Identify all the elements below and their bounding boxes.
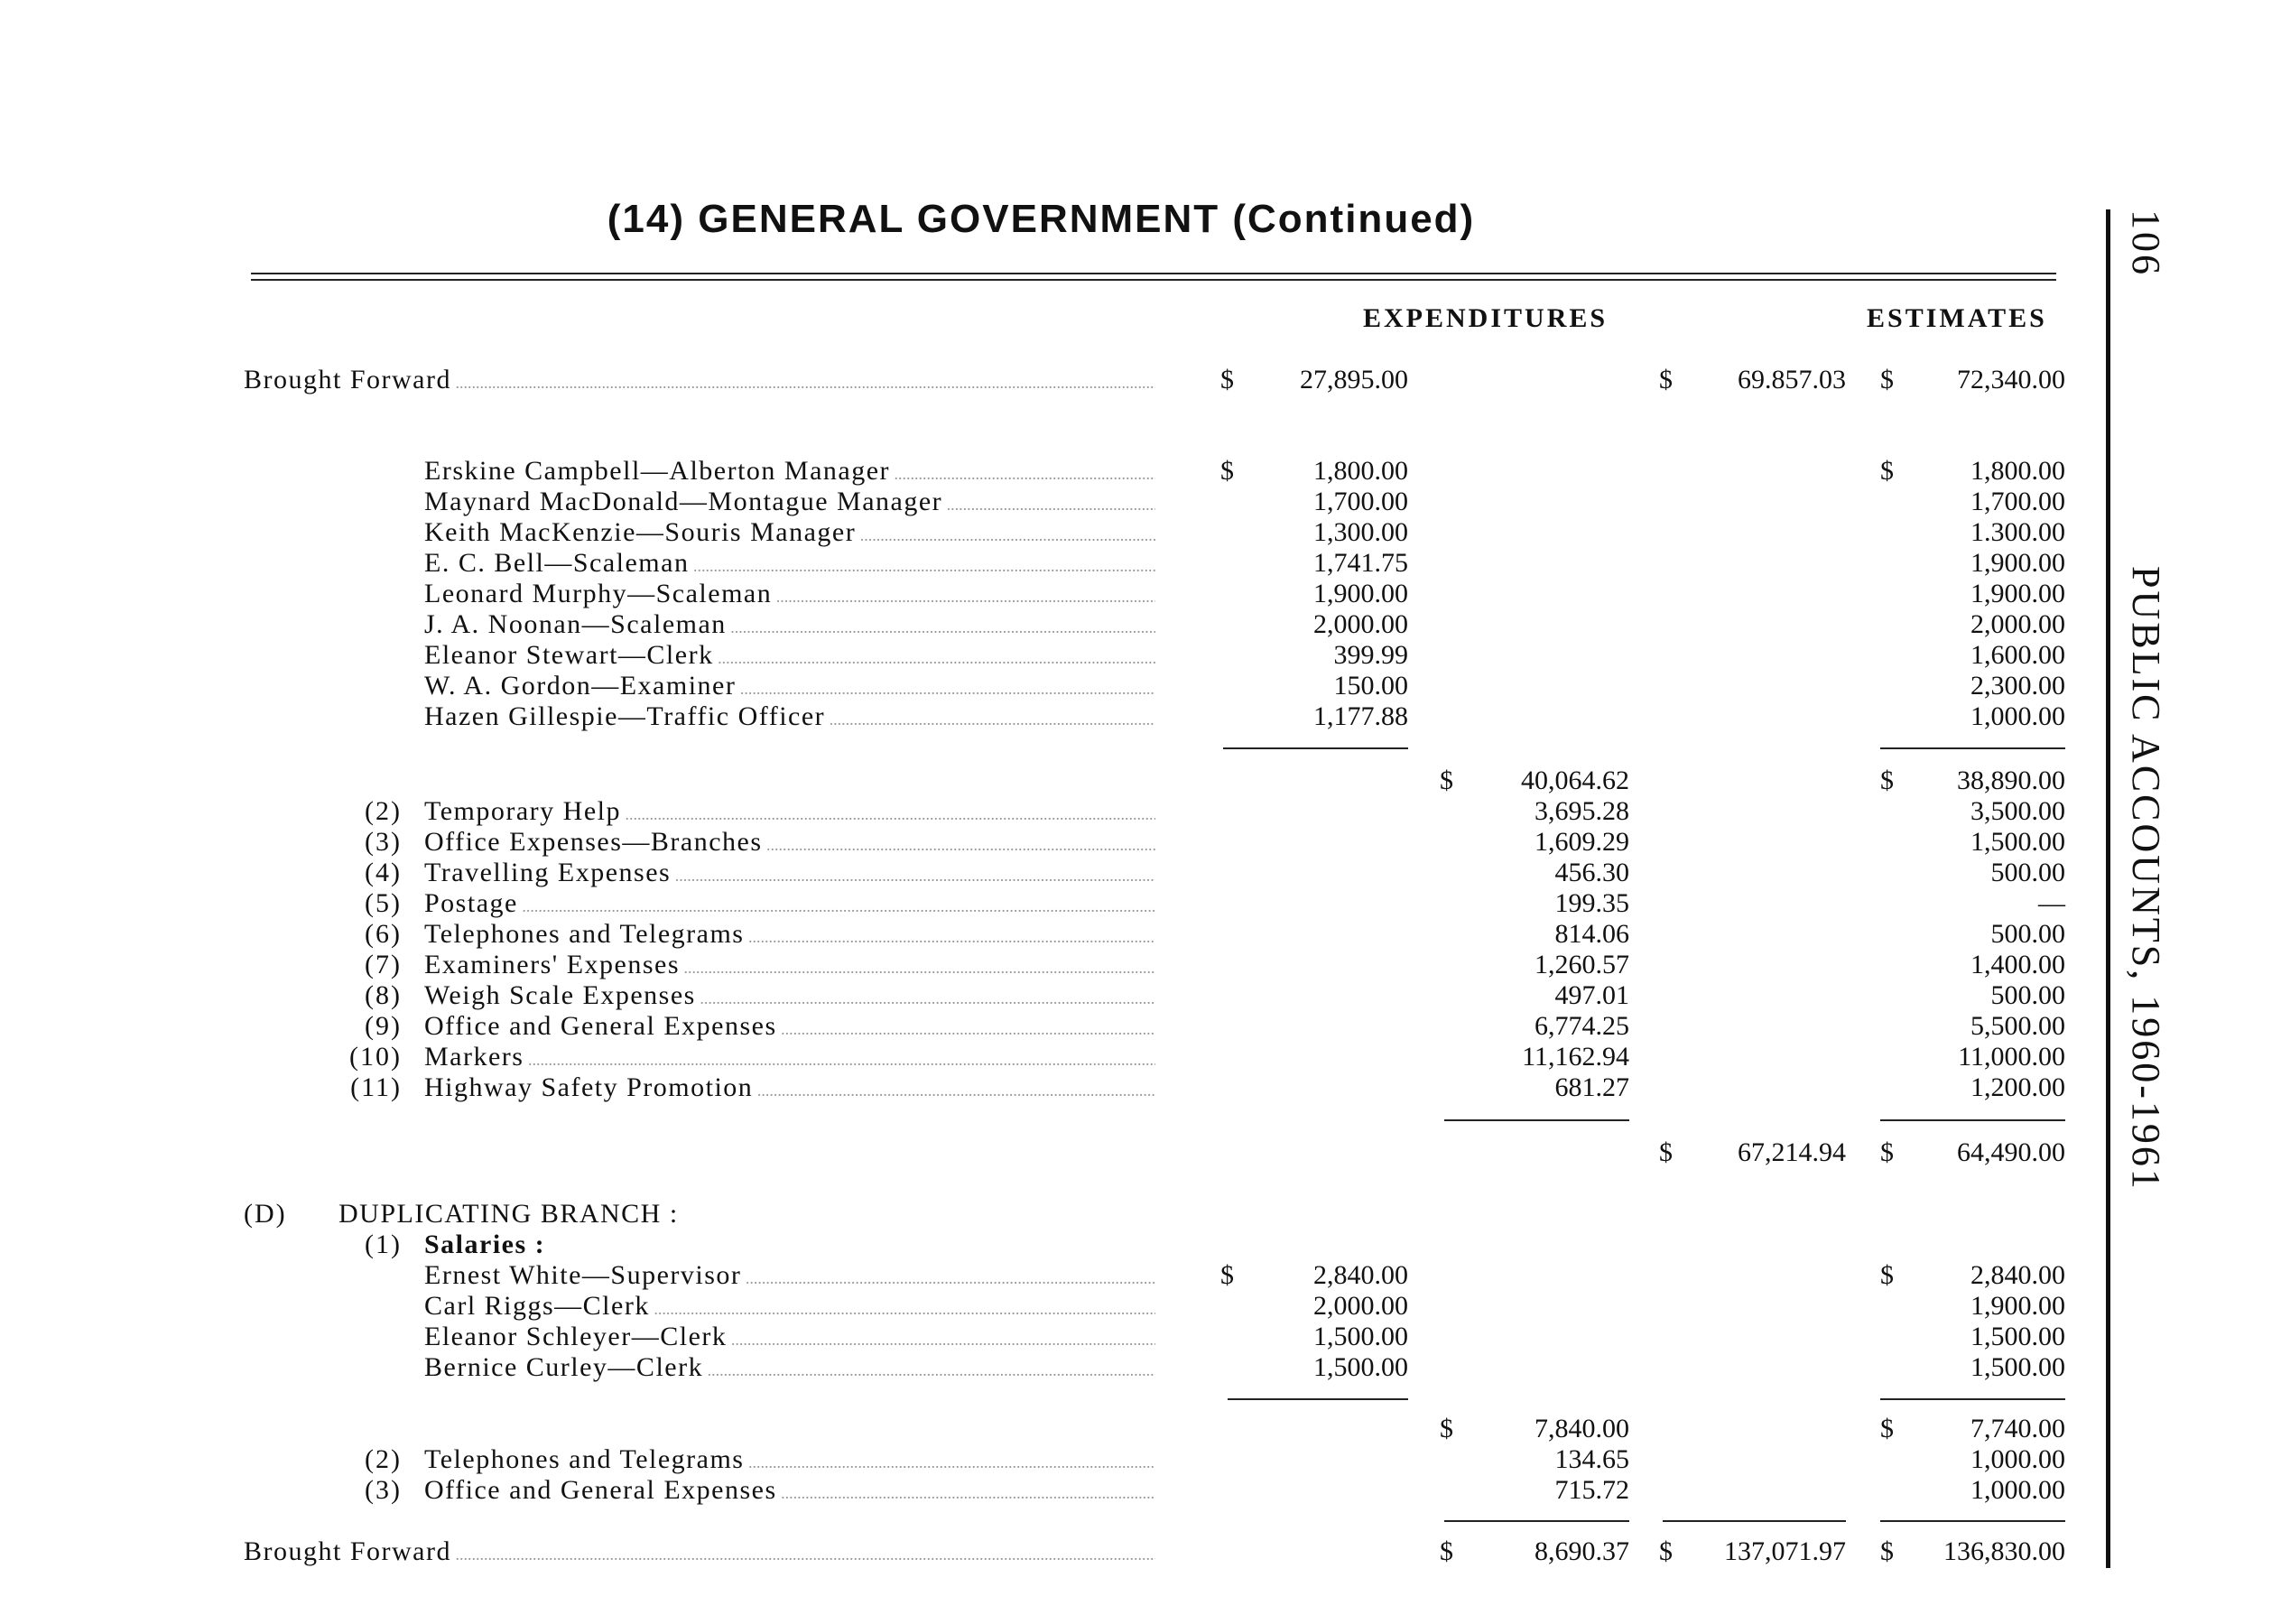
expenditure-amount: 11,162.94 bbox=[1522, 1042, 1629, 1072]
row-label: Postage ..... bbox=[424, 888, 1155, 922]
expenditure-detail: 2,000.00 bbox=[1313, 1291, 1408, 1321]
estimate-amount: 500.00 bbox=[1990, 858, 2065, 887]
expenditure-subtotal: 8,690.37 bbox=[1535, 1536, 1629, 1566]
table-row bbox=[0, 1137, 2085, 1168]
item-number: (6) bbox=[365, 919, 402, 949]
estimate-amount: 2,840.00 bbox=[1970, 1260, 2065, 1290]
dollar-sign: $ bbox=[1880, 456, 1894, 486]
expenditure-detail: 2,840.00 bbox=[1313, 1260, 1408, 1290]
table-row bbox=[0, 827, 2085, 858]
section-letter: (D) bbox=[244, 1199, 287, 1229]
table-row bbox=[0, 1291, 2085, 1322]
dollar-sign: $ bbox=[1659, 1536, 1673, 1566]
item-number: (4) bbox=[365, 858, 402, 887]
item-number: (10) bbox=[349, 1042, 402, 1072]
expenditure-subtotal: 7,840.00 bbox=[1535, 1414, 1629, 1443]
expenditure-detail: 1,800.00 bbox=[1313, 456, 1408, 486]
estimate-amount: 2,300.00 bbox=[1970, 671, 2065, 701]
subtotal-underline bbox=[1663, 1520, 1846, 1522]
row-label: Brought Forward ..... bbox=[244, 1536, 1155, 1570]
dollar-sign: $ bbox=[1220, 365, 1234, 394]
row-label: Highway Safety Promotion ..... bbox=[424, 1072, 1155, 1106]
item-number: (11) bbox=[350, 1072, 402, 1102]
expenditure-amount: 497.01 bbox=[1554, 980, 1629, 1010]
row-label: Carl Riggs—Clerk ..... bbox=[424, 1291, 1155, 1324]
row-label: W. A. Gordon—Examiner ..... bbox=[424, 671, 1155, 704]
subtotal-underline bbox=[1880, 1398, 2065, 1400]
dollar-sign: $ bbox=[1659, 1137, 1673, 1167]
margin-rule bbox=[2106, 209, 2110, 1568]
item-number: (9) bbox=[365, 1011, 402, 1041]
item-number: (2) bbox=[365, 1444, 402, 1474]
expenditure-amount: 3,695.28 bbox=[1535, 796, 1629, 826]
item-number: (3) bbox=[365, 827, 402, 857]
row-label: Keith MacKenzie—Souris Manager ..... bbox=[424, 517, 1155, 551]
expenditure-total: 67,214.94 bbox=[1738, 1137, 1846, 1167]
estimate-amount: 5,500.00 bbox=[1970, 1011, 2065, 1041]
expenditure-amount: 681.27 bbox=[1554, 1072, 1629, 1102]
subtotal-underline bbox=[1880, 1119, 2065, 1121]
subtotal-underline bbox=[1444, 1119, 1629, 1121]
estimate-amount: 38,890.00 bbox=[1957, 766, 2065, 795]
expenditure-amount: 814.06 bbox=[1554, 919, 1629, 949]
row-label: Weigh Scale Expenses ..... bbox=[424, 980, 1155, 1014]
row-label: Telephones and Telegrams ..... bbox=[424, 1444, 1155, 1478]
title-rule-bottom bbox=[251, 279, 2056, 281]
table-row bbox=[0, 579, 2085, 609]
row-label: Office Expenses—Branches ..... bbox=[424, 827, 1155, 860]
table-row bbox=[0, 1011, 2085, 1042]
expenditure-detail: 399.99 bbox=[1333, 640, 1408, 670]
dollar-sign: $ bbox=[1220, 456, 1234, 486]
table-row bbox=[0, 980, 2085, 1011]
table-row bbox=[0, 888, 2085, 919]
page-number: 106 bbox=[2124, 209, 2168, 277]
estimate-amount: 64,490.00 bbox=[1957, 1137, 2065, 1167]
table-row bbox=[0, 609, 2085, 640]
expenditure-amount: 1,260.57 bbox=[1535, 950, 1629, 979]
estimate-amount: 1,900.00 bbox=[1970, 548, 2065, 578]
table-row bbox=[0, 1536, 2085, 1567]
item-number: (2) bbox=[365, 796, 402, 826]
expenditure-detail: 150.00 bbox=[1333, 671, 1408, 701]
expenditure-amount: 715.72 bbox=[1554, 1475, 1629, 1505]
estimate-amount: 1,900.00 bbox=[1970, 579, 2065, 608]
table-row bbox=[0, 919, 2085, 950]
estimate-amount: 136,830.00 bbox=[1943, 1536, 2065, 1566]
running-head-sidebar bbox=[2123, 209, 2177, 1239]
estimate-amount: 1.300.00 bbox=[1970, 517, 2065, 547]
running-head: PUBLIC ACCOUNTS, 1960-1961 bbox=[2124, 566, 2168, 1192]
table-row bbox=[0, 1414, 2085, 1444]
item-number: (1) bbox=[365, 1230, 402, 1259]
row-label: Erskine Campbell—Alberton Manager ..... bbox=[424, 456, 1155, 489]
estimate-amount: 500.00 bbox=[1990, 919, 2065, 949]
item-number: (3) bbox=[365, 1475, 402, 1505]
table-row bbox=[0, 1042, 2085, 1072]
row-label: Eleanor Schleyer—Clerk ..... bbox=[424, 1322, 1155, 1355]
estimate-amount: 1,800.00 bbox=[1970, 456, 2065, 486]
table-row bbox=[0, 1475, 2085, 1506]
row-label: Eleanor Stewart—Clerk ..... bbox=[424, 640, 1155, 673]
expenditure-detail: 1,900.00 bbox=[1313, 579, 1408, 608]
estimate-amount: 1,000.00 bbox=[1970, 701, 2065, 731]
subtotal-underline bbox=[1228, 1398, 1408, 1400]
estimate-amount: 7,740.00 bbox=[1970, 1414, 2065, 1443]
expenditure-detail: 1,500.00 bbox=[1313, 1322, 1408, 1351]
expenditure-amount: 456.30 bbox=[1554, 858, 1629, 887]
row-label: Temporary Help ..... bbox=[424, 796, 1155, 830]
expenditure-detail: 1,500.00 bbox=[1313, 1352, 1408, 1382]
table-row bbox=[0, 1352, 2085, 1383]
expenditure-amount: 1,609.29 bbox=[1535, 827, 1629, 857]
expenditure-detail: 27,895.00 bbox=[1300, 365, 1408, 394]
expenditure-total: 137,071.97 bbox=[1724, 1536, 1846, 1566]
table-row bbox=[0, 701, 2085, 732]
dollar-sign: $ bbox=[1440, 1536, 1453, 1566]
estimate-amount: 1,500.00 bbox=[1970, 1322, 2065, 1351]
row-label: Hazen Gillespie—Traffic Officer ..... bbox=[424, 701, 1155, 735]
dollar-sign: $ bbox=[1880, 365, 1894, 394]
dollar-sign: $ bbox=[1440, 1414, 1453, 1443]
section-title: DUPLICATING BRANCH : bbox=[338, 1199, 679, 1229]
expenditure-amount: 134.65 bbox=[1554, 1444, 1629, 1474]
section-heading bbox=[0, 1199, 2085, 1230]
dollar-sign: $ bbox=[1659, 365, 1673, 394]
row-label: Leonard Murphy—Scaleman ..... bbox=[424, 579, 1155, 612]
subsection-heading bbox=[0, 1230, 2085, 1260]
item-number: (5) bbox=[365, 888, 402, 918]
row-label: Office and General Expenses ..... bbox=[424, 1475, 1155, 1508]
dollar-sign: $ bbox=[1880, 1414, 1894, 1443]
estimate-amount: 500.00 bbox=[1990, 980, 2065, 1010]
expenditure-detail: 1,700.00 bbox=[1313, 487, 1408, 516]
dollar-sign: $ bbox=[1880, 766, 1894, 795]
expenditure-detail: 1,741.75 bbox=[1313, 548, 1408, 578]
dollar-sign: $ bbox=[1880, 1536, 1894, 1566]
estimate-amount: 1,000.00 bbox=[1970, 1475, 2065, 1505]
dollar-sign: $ bbox=[1880, 1137, 1894, 1167]
estimate-amount: — bbox=[2038, 888, 2065, 918]
table-row bbox=[0, 1444, 2085, 1475]
row-label: Office and General Expenses ..... bbox=[424, 1011, 1155, 1044]
dollar-sign: $ bbox=[1440, 766, 1453, 795]
table-row bbox=[0, 456, 2085, 487]
expenditure-amount: 6,774.25 bbox=[1535, 1011, 1629, 1041]
header-expenditures: EXPENDITURES bbox=[1363, 303, 1609, 333]
estimate-amount: 3,500.00 bbox=[1970, 796, 2065, 826]
estimate-amount: 11,000.00 bbox=[1958, 1042, 2065, 1072]
subtotal-underline bbox=[1880, 1520, 2065, 1522]
table-row bbox=[0, 796, 2085, 827]
row-label: Travelling Expenses ..... bbox=[424, 858, 1155, 891]
table-row bbox=[0, 365, 2085, 395]
expenditure-detail: 2,000.00 bbox=[1313, 609, 1408, 639]
estimate-amount: 1,700.00 bbox=[1970, 487, 2065, 516]
row-label: Examiners' Expenses ..... bbox=[424, 950, 1155, 983]
table-row bbox=[0, 487, 2085, 517]
subtotal-underline bbox=[1444, 1520, 1629, 1522]
page-title: (14) GENERAL GOVERNMENT (Continued) bbox=[607, 197, 1476, 241]
expenditure-detail: 1,177.88 bbox=[1313, 701, 1408, 731]
row-label: Maynard MacDonald—Montague Manager ..... bbox=[424, 487, 1155, 520]
row-label: Telephones and Telegrams ..... bbox=[424, 919, 1155, 952]
estimate-amount: 72,340.00 bbox=[1957, 365, 2065, 394]
table-row bbox=[0, 1322, 2085, 1352]
item-number: (7) bbox=[365, 950, 402, 979]
expenditure-detail: 1,300.00 bbox=[1313, 517, 1408, 547]
header-estimates: ESTIMATES bbox=[1867, 303, 2047, 333]
estimate-amount: 1,400.00 bbox=[1970, 950, 2065, 979]
table-row bbox=[0, 640, 2085, 671]
row-label: J. A. Noonan—Scaleman ..... bbox=[424, 609, 1155, 643]
expenditure-subtotal: 40,064.62 bbox=[1521, 766, 1629, 795]
table-row bbox=[0, 1260, 2085, 1291]
estimate-amount: 1,500.00 bbox=[1970, 1352, 2065, 1382]
estimate-amount: 2,000.00 bbox=[1970, 609, 2065, 639]
table-row bbox=[0, 766, 2085, 796]
table-row bbox=[0, 671, 2085, 701]
title-rule-top bbox=[251, 273, 2056, 274]
expenditure-amount: 199.35 bbox=[1554, 888, 1629, 918]
table-row bbox=[0, 950, 2085, 980]
row-label: Ernest White—Supervisor ..... bbox=[424, 1260, 1155, 1294]
table-row bbox=[0, 517, 2085, 548]
dollar-sign: $ bbox=[1880, 1260, 1894, 1290]
row-label: E. C. Bell—Scaleman ..... bbox=[424, 548, 1155, 581]
dollar-sign: $ bbox=[1220, 1260, 1234, 1290]
estimate-amount: 1,900.00 bbox=[1970, 1291, 2065, 1321]
estimate-amount: 1,200.00 bbox=[1970, 1072, 2065, 1102]
table-row bbox=[0, 548, 2085, 579]
expenditure-total: 69.857.03 bbox=[1738, 365, 1846, 394]
row-label: Bernice Curley—Clerk ..... bbox=[424, 1352, 1155, 1386]
subtotal-underline bbox=[1223, 747, 1408, 749]
table-row bbox=[0, 858, 2085, 888]
item-number: (8) bbox=[365, 980, 402, 1010]
estimate-amount: 1,500.00 bbox=[1970, 827, 2065, 857]
estimate-amount: 1,000.00 bbox=[1970, 1444, 2065, 1474]
row-label: Brought Forward ..... bbox=[244, 365, 1155, 398]
table-row bbox=[0, 1072, 2085, 1103]
subtotal-underline bbox=[1880, 747, 2065, 749]
estimate-amount: 1,600.00 bbox=[1970, 640, 2065, 670]
subsection-title: Salaries : bbox=[424, 1230, 546, 1259]
row-label: Markers ..... bbox=[424, 1042, 1155, 1075]
